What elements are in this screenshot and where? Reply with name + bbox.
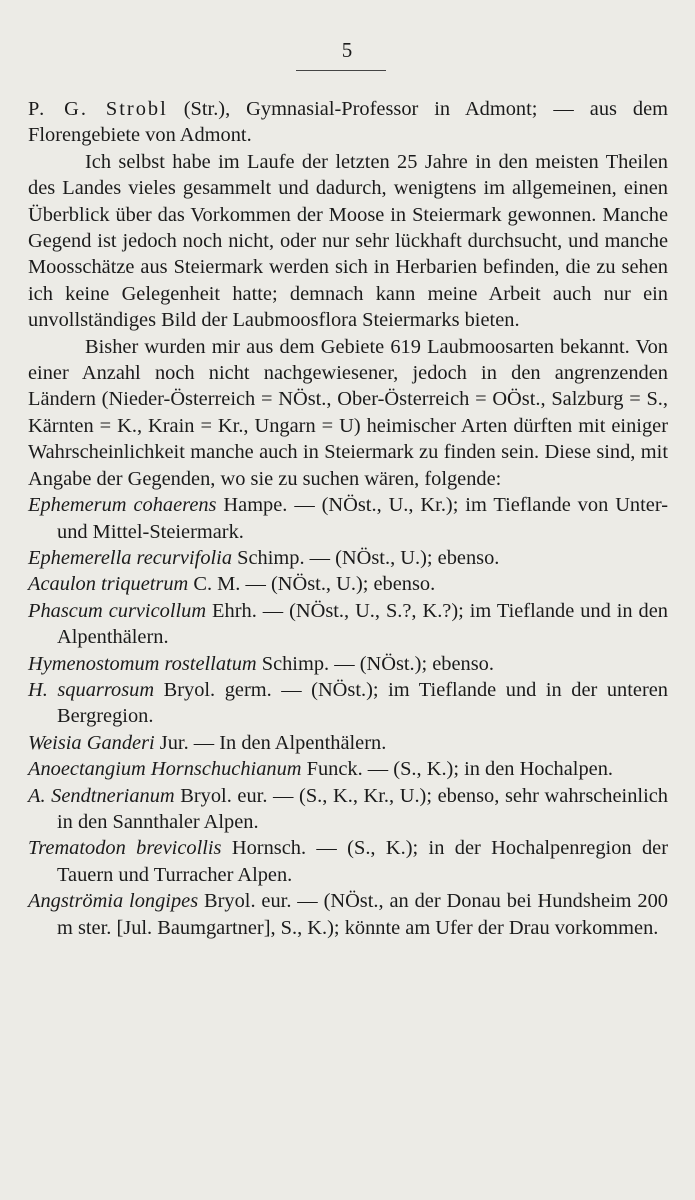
contributor-description: (Str.), Gymnasial-Professor in Admont; — aus dem Florengebiete von Admont. (28, 98, 669, 147)
species-details: Funck. — (S., K.); in den Hochalpen. (301, 758, 614, 781)
species-name: Anoectangium Hornschuchianum (28, 758, 302, 781)
species-details: Hornsch. — (S., K.); in der Hochalpenregion der Tauern und Turracher Alpen. (57, 837, 668, 886)
species-name: Ephemerum cohaerens (28, 494, 217, 517)
species-details: Bryol. eur. — (S., K., Kr., U.); ebenso, sehr wahrscheinlich in den Sannthaler Alpen. (57, 784, 668, 833)
species-details: Bryol. germ. — (NÖst.); im Tieflande und in der unteren Bergregion. (57, 678, 669, 728)
species-entry (28, 677, 668, 730)
species-name: Trematodon brevicollis (28, 837, 222, 860)
page-number: 5 (341, 38, 354, 62)
species-details: Bryol. eur. — (NÖst., an der Donau bei Hundsheim 200 m ster. [Jul. Baumgartner], S., K.); könnte am Ufer der Drau vorkommen. (57, 890, 668, 939)
species-entry (28, 571, 668, 597)
species-details: Hampe. — (NÖst., U., Kr.); im Tieflande von Unter- und Mittel-Steiermark. (57, 494, 668, 543)
species-entry (28, 598, 668, 651)
species-name: Angströmia longipes (28, 890, 199, 913)
species-details: Schimp. — (NÖst.); ebenso. (256, 652, 494, 675)
species-details: Schimp. — (NÖst., U.); ebenso. (232, 546, 500, 569)
species-name: Acaulon triquetrum (28, 573, 189, 596)
contributor-paragraph (28, 96, 668, 149)
species-entry (28, 888, 668, 941)
species-entry (28, 545, 668, 571)
intro-paragraph-collection: Ich selbst habe im Laufe der letzten 25 Jahre in den meisten Theilen des Landes vieles gesammelt und dadurch, wenigtens im allgemeinen, einen Überblick über das Vorkommen der Moose in Steiermark gewonnen. Manche Gegend ist jedoch noch nicht, oder nur sehr lückhaft durchsucht, und manche Moosschätze aus Steiermark werden sich in Herbarien befinden, die zu sehen ich keine Gelegenheit hatte; demnach kann meine Arbeit auch nur ein unvollständiges Bild der Laubmoosflora Steiermarks bieten. (28, 150, 668, 332)
species-entry (28, 492, 668, 545)
species-entry (28, 756, 668, 782)
species-entry (28, 651, 668, 677)
species-details: C. M. — (NÖst., U.); ebenso. (188, 573, 436, 596)
intro-paragraph-species-list: Bisher wurden mir aus dem Gebiete 619 Laubmoosarten bekannt. Von einer Anzahl noch nicht nachgewiesener, jedoch in den angrenzenden Ländern (Nieder-Österreich = NÖst., Ober-Österreich = OÖst., Salzburg = S., Kärnten = K., Krain = Kr., Ungarn = U) heimischer Arten dürften mit einiger Wahrscheinlichkeit manche auch in Steiermark zu finden sein. Diese sind, mit Angabe der Gegenden, wo sie zu suchen wären, folgende: (28, 335, 668, 490)
species-entry (28, 835, 668, 888)
contributor-name: P. G. Strobl (28, 98, 168, 120)
species-details: Ehrh. — (NÖst., U., S.?, K.?); im Tieflande und in den Alpenthälern. (57, 599, 668, 649)
species-entry (28, 730, 668, 756)
species-name: Hymenostomum rostellatum (28, 652, 257, 675)
species-entry (28, 783, 668, 836)
page-text (28, 96, 668, 941)
species-name: Weisia Ganderi (28, 731, 155, 754)
species-name: H. squarrosum (28, 678, 155, 701)
header-rule (296, 70, 386, 71)
species-name: A. Sendtnerianum (28, 784, 175, 807)
species-name: Phascum curvicollum (28, 599, 207, 622)
species-details: Jur. — In den Alpenthälern. (154, 731, 387, 754)
species-name: Ephemerella recurvifolia (28, 546, 233, 569)
